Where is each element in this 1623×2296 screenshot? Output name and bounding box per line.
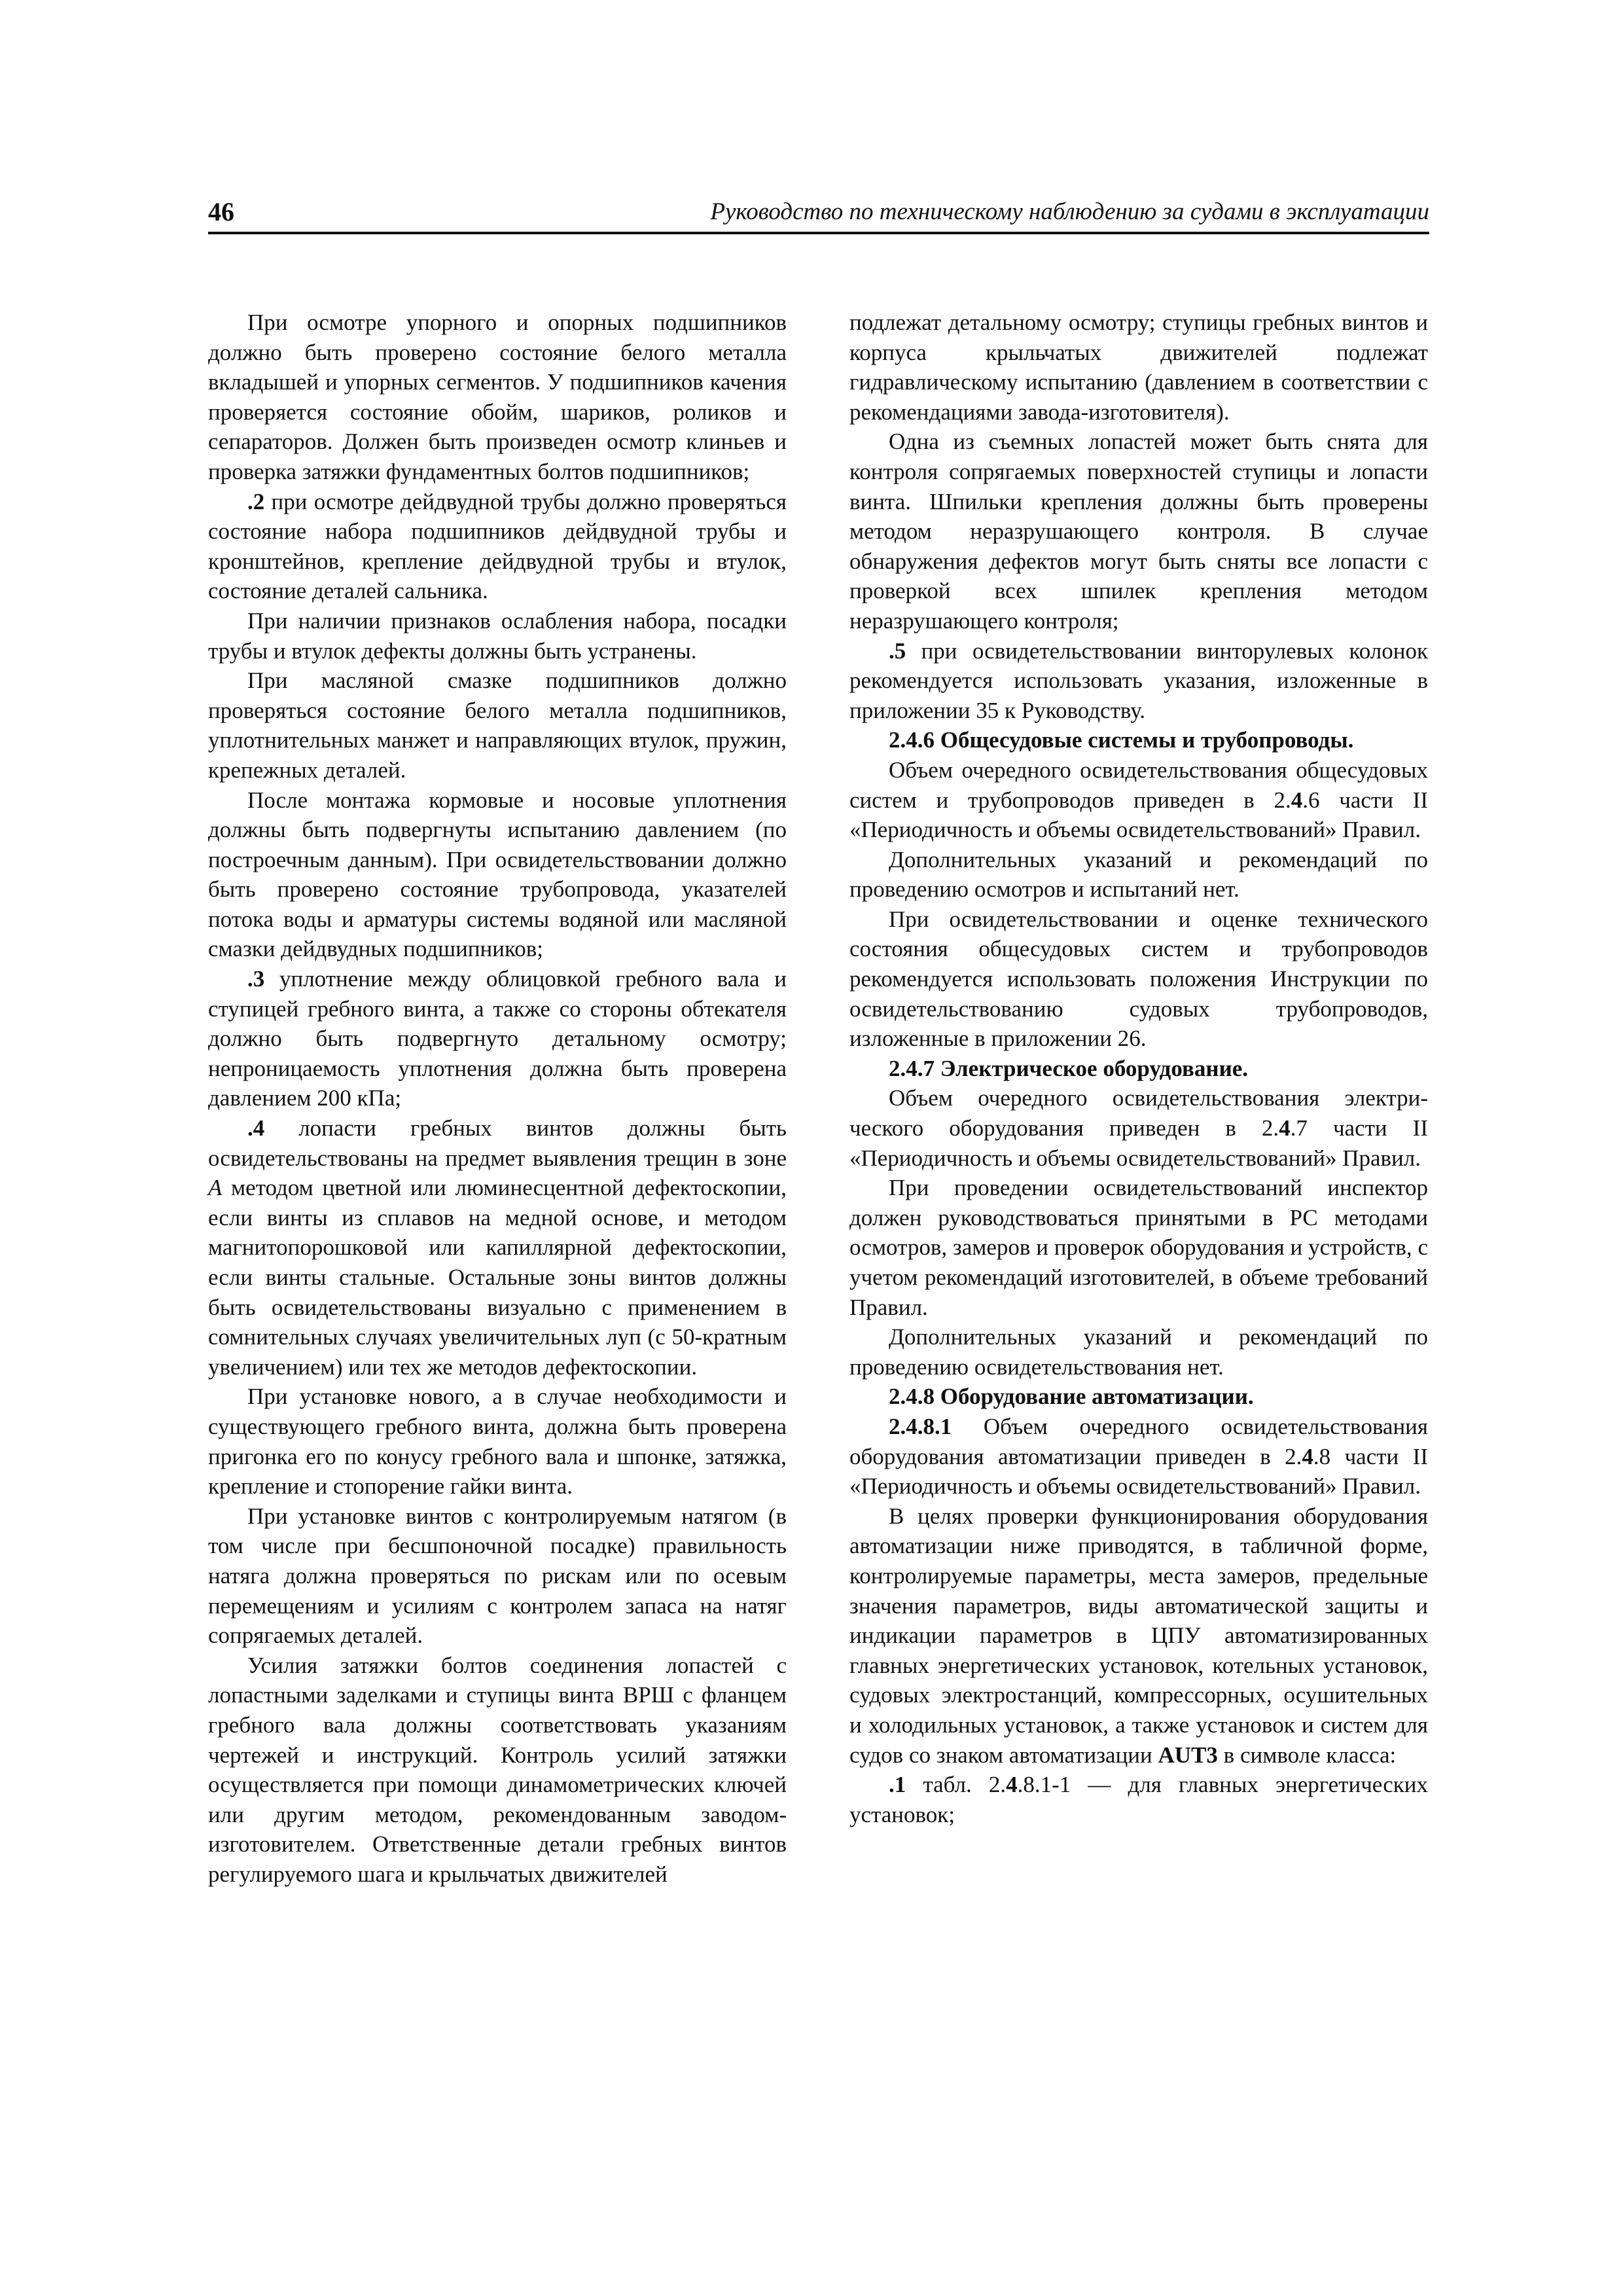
paragraph: При установке нового, а в случае необходимости и существующего гребного винта, должна быть проверена пригонка его по конусу гребного вала и шпонке, затяжка, крепление и стопорение гайки винта. xyxy=(208,1384,787,1499)
paragraph: Одна из съемных лопастей может быть снята для контроля сопрягаемых поверхностей ступицы и лопасти винта. Шпильки крепления должны быть проверены методом неразрушающего контроля. В случае обнаружения дефектов могут быть сняты все лопасти с проверкой всех шпилек крепления методом неразрушающего контроля; xyxy=(849,429,1428,634)
paragraph: подлежат детальному осмотру; ступицы гребных винтов и корпуса крыльчатых движителей подлежат гидравлическому испытанию (давлением в соответствии с рекомендациями завода-изготовителя). xyxy=(849,310,1428,425)
section-heading-2-4-7: 2.4.7 Электрическое оборудование. xyxy=(889,1055,1249,1081)
zone-label: A xyxy=(208,1175,223,1201)
paragraph: Дополнительных указаний и рекомендаций по проведению освидетельствования нет. xyxy=(849,1324,1428,1380)
paragraph: .4 лопасти гребных винтов должны быть освидетельствованы на предмет выявления трещин в зоне A методом цветной или люминесцентной дефектоскопии, если винты из сплавов на медной основе, и методом магнитопорошковой или капиллярной дефектоскопии, если винты стальные. Остальные зоны винтов должны быть освидетельствованы визуально с применением в сомнительных случаях увеличительных луп (с 50-кратным увеличением) или тех же методов дефектоскопии. xyxy=(208,1115,787,1380)
paragraph: Дополнительных указаний и рекомендаций по проведению осмотров и испытаний нет. xyxy=(849,846,1428,903)
section-heading-2-4-6: 2.4.6 Общесудовые системы и трубопроводы. xyxy=(889,727,1354,753)
paragraph: 2.4.8.1 Объем очередного освидетельствования оборудования автоматизации приведен в 2.4.8 части II «Периодичность и объемы освидетельствований» Правил. xyxy=(849,1413,1428,1499)
paragraph: .3 уплотнение между облицовкой гребного вала и ступицей гребного винта, а также со стороны обтекателя должно быть подвергнуто детальному осмотру; непроницаемость уплотнения должна быть проверена давлением 200 кПа; xyxy=(208,966,787,1111)
paragraph: При установке винтов с контролируемым натягом (в том числе при бесшпоночной посадке) правильность натяга должна проверяться по рискам или по осевым перемещениям и усилиям с контролем запаса на натяг сопрягаемых деталей. xyxy=(208,1503,787,1649)
item-number: .5 xyxy=(889,637,906,664)
page-number: 46 xyxy=(208,197,234,226)
right-column xyxy=(849,308,1428,1829)
paragraph: .1 табл. 2.4.8.1-1 — для главных энергетических установок; xyxy=(849,1772,1428,1827)
item-number: .4 xyxy=(247,1115,265,1141)
item-number: 2.4.8.1 xyxy=(889,1413,952,1439)
paragraph: При проведении освидетельствований инспектор должен руководствоваться принятыми в РС методами осмотров, замеров и проверок оборудования и устройств, с учетом рекомендаций изготовителей, в объеме требований Правил. xyxy=(849,1175,1428,1320)
item-number: .1 xyxy=(889,1772,906,1798)
paragraph: В целях проверки функционирования оборудования автоматизации ниже приводятся, в табличной форме, контролируемые параметры, места замеров, предельные значения параметров, виды автоматической защиты и индикации параметров в ЦПУ автоматизированных главных энергетических установок, котельных установок, судовых электростанций, компрессорных, осушительных и холодильных установок, а также установок и систем для судов со знаком автоматизации AUT3 в символе класса: xyxy=(849,1503,1428,1768)
automation-mark: AUT3 xyxy=(1158,1742,1218,1768)
paragraph: .5 при освидетельствовании винторулевых колонок рекомендуется использовать указания, изложенные в приложении 35 к Руководству. xyxy=(849,637,1428,723)
page-header xyxy=(208,195,1429,232)
section-heading-2-4-8: 2.4.8 Оборудование автоматизации. xyxy=(889,1384,1254,1410)
paragraph: Усилия затяжки болтов соединения лопастей с лопастными заделками и ступицы винта ВРШ с фланцем гребного вала должны соответствовать указаниям чертежей и инструкций. Контроль усилий затяжки осуществляется при помощи динамометрических ключей или другим методом, рекомендованным заводом-изготовителем. Ответственные детали гребных винтов регулируемого шага и крыльчатых движителей xyxy=(208,1652,787,1887)
paragraph: При наличии признаков ослабления набора, посадки трубы и втулок дефекты должны быть устранены. xyxy=(208,607,787,664)
header-rule xyxy=(208,232,1429,234)
paragraph: Объем очередного освидетельствования электрического оборудования приведен в 2.4.7 части II «Периодичность и объемы освидетельствований» Правил. xyxy=(849,1085,1428,1171)
paragraph: При освидетельствовании и оценке технического состояния общесудовых систем и трубопроводов рекомендуется использовать положения Инструкции по освидетельствованию судовых трубопроводов, изложенные в приложении 26. xyxy=(849,906,1428,1052)
paragraph: После монтажа кормовые и носовые уплотнения должны быть подвергнуты испытанию давлением (по построечным данным). При освидетельствовании должно быть проверено состояние трубопровода, указателей потока воды и арматуры системы водяной или масляной смазки дейдвудных подшипников; xyxy=(208,787,787,962)
item-number: .2 xyxy=(247,488,265,514)
paragraph: .2 при осмотре дейдвудной трубы должно проверяться состояние набора подшипников дейдвудной трубы и кронштейнов, крепление дейдвудной трубы и втулок, состояние деталей сальника. xyxy=(208,488,787,604)
running-title: Руководство по техническому наблюдению за судами в эксплуатации xyxy=(710,198,1429,225)
paragraph: При осмотре упорного и опорных подшипников должно быть проверено состояние белого металла вкладышей и упорных сегментов. У подшипников качения проверяется состояние обойм, шариков, роликов и сепараторов. Должен быть произведен осмотр клиньев и проверка затяжки фундаментных болтов подшипников; xyxy=(208,310,787,484)
item-number: .3 xyxy=(247,966,265,992)
paragraph: Объем очередного освидетельствования общесудовых систем и трубопроводов приведен в 2.4.6 части II «Периодичность и объемы освидетельствований» Правил. xyxy=(849,757,1428,843)
paragraph: При масляной смазке подшипников должно проверяться состояние белого металла подшипников, уплотнительных манжет и направляющих втулок, пружин, крепежных деталей. xyxy=(208,668,787,783)
left-column xyxy=(208,308,787,1889)
